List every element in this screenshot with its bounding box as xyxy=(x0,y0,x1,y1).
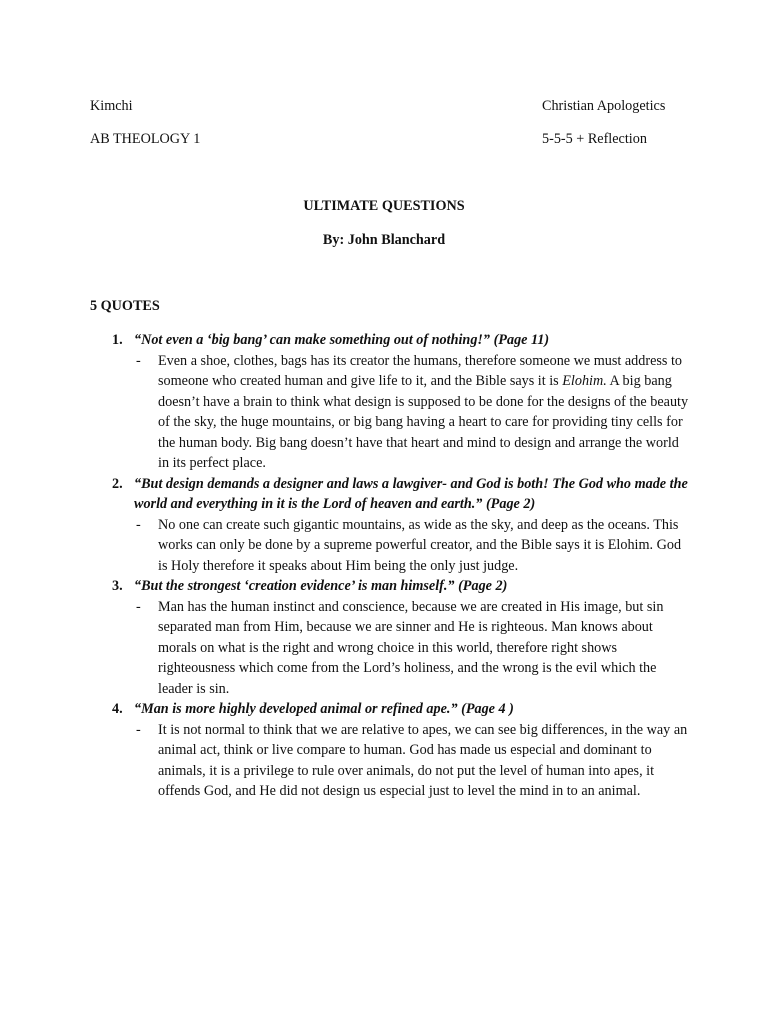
page-reference: (Page 2) xyxy=(485,496,536,512)
reflection-italic-term: Elohim. xyxy=(562,373,607,389)
quote-text xyxy=(134,330,690,351)
quote-item xyxy=(90,576,690,597)
quote-item xyxy=(90,330,690,351)
quote-number: 3. xyxy=(112,578,123,594)
reflection-item xyxy=(90,597,690,700)
quote-text-body: “Not even a ‘big bang’ can make something out of nothing!” xyxy=(134,332,491,348)
student-name: Kimchi xyxy=(90,98,133,114)
quote-text-body: “But design demands a designer and laws a lawgiver- and God is both! The God who made the world and everything in it is the Lord of heaven and earth.” xyxy=(134,475,688,512)
quote-number: 1. xyxy=(112,332,123,348)
quotes-list xyxy=(90,330,690,802)
reflection-text: It is not normal to think that we are relative to apes, we can see big differences, in the way an animal act, think or live compare to human. God has made us especial and dominant to animals, it is a privilege to rule over animals, do not put the level of human into apes, it offends God, and He did not design us especial just to level the mind in to an animal. xyxy=(158,721,688,799)
assignment-name: 5-5-5 + Reflection xyxy=(542,131,647,147)
quote-text-body: “But the strongest ‘creation evidence’ is man himself.” xyxy=(134,578,455,594)
reflection-text: Man has the human instinct and conscience, because we are created in His image, but sin separated man from Him, because we are sinner and He is righteous. Man knows about morals on what is the right and wrong choice in this world, therefore right shows righteousness which come from the Lord’s holiness, and the wrong is the evil which the leader is sin. xyxy=(158,598,664,697)
class-name: AB THEOLOGY 1 xyxy=(90,131,201,147)
reflection-text: No one can create such gigantic mountains, as wide as the sky, and deep as the oceans. This works can only be done by a supreme powerful creator, and the Bible says it is Elohim. God is Holy therefore it speaks about Him being the only just judge. xyxy=(158,516,682,574)
page-reference: (Page 2) xyxy=(458,578,508,594)
reflection-item xyxy=(90,720,690,802)
page-reference: (Page 4 ) xyxy=(461,701,514,717)
byline: By: John Blanchard xyxy=(322,232,446,248)
quote-number: 2. xyxy=(112,475,123,492)
page-reference: (Page 11) xyxy=(493,332,550,348)
reflection-item xyxy=(90,351,690,474)
reflection-text-continued: A big bang doesn’t have a brain to think what design is supposed to be done for the designs of the beauty of the sky, the huge mountains, or big bang having a heart to care for providing tiny cells for the human body. Big bang doesn’t have that heart and mind to design and arrange the world in its perfect place. xyxy=(158,373,689,471)
quote-number: 4. xyxy=(112,701,123,717)
document-title: ULTIMATE QUESTIONS xyxy=(303,198,465,214)
quote-text-body: “Man is more highly developed animal or refined ape.” xyxy=(134,701,458,717)
section-title: 5 QUOTES xyxy=(90,298,160,314)
quote-item xyxy=(90,699,690,720)
quote-text xyxy=(134,474,690,515)
dash-bullet: - xyxy=(136,352,141,369)
dash-bullet: - xyxy=(136,598,141,615)
quote-text xyxy=(134,576,690,597)
quote-text xyxy=(134,699,690,720)
course-name: Christian Apologetics xyxy=(542,98,666,114)
quote-item xyxy=(90,474,690,515)
dash-bullet: - xyxy=(136,721,141,738)
dash-bullet: - xyxy=(136,516,141,533)
reflection-item xyxy=(90,515,690,577)
reflection-text: Even a shoe, clothes, bags has its creator the humans, therefore someone we must address to someone who created human and give life to it, and the Bible says it is xyxy=(158,352,682,389)
